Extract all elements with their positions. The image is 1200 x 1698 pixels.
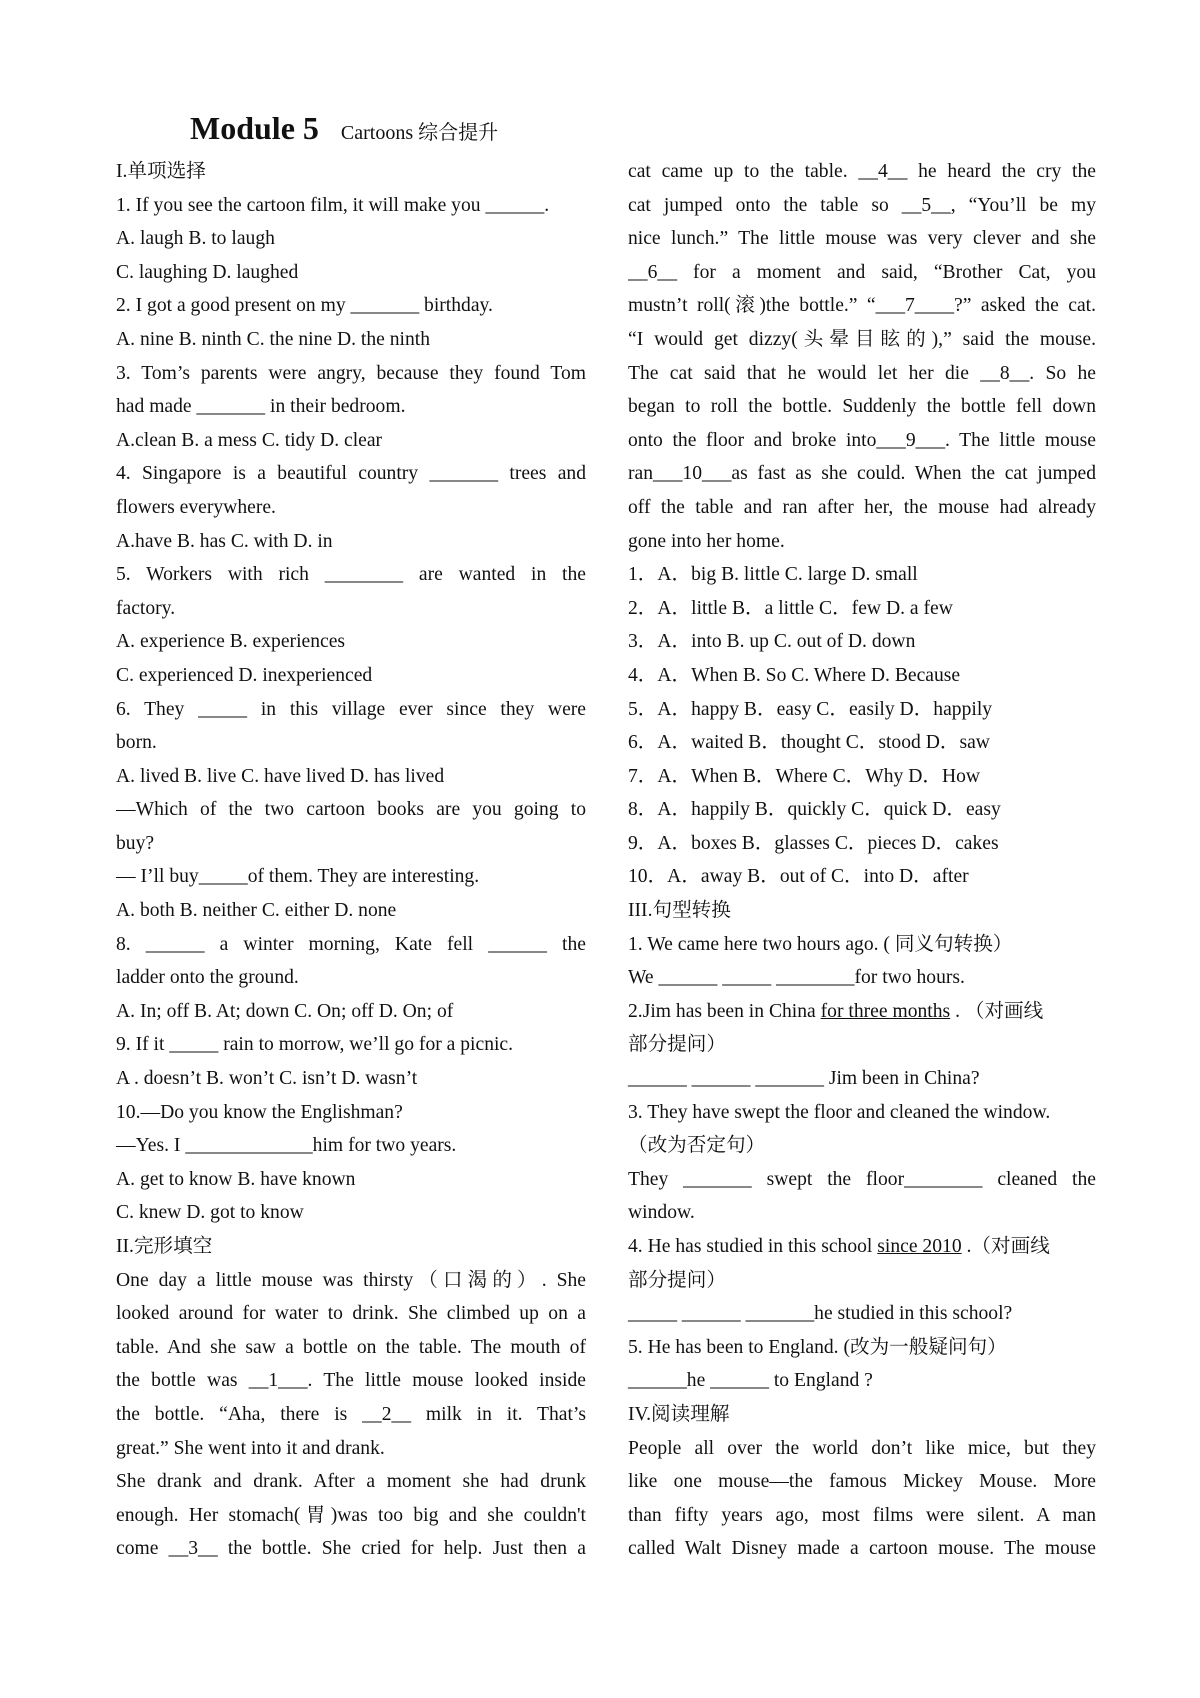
text-line: born. (116, 732, 157, 754)
module-subtitle: Cartoons 综合提升 (340, 122, 499, 144)
text-line: A. In; off B. At; down C. On; off D. On; of (116, 1000, 454, 1022)
text-line: looked around for water to drink. She climbed up on a (116, 1303, 586, 1325)
text-line: 2.Jim has been in China for three months . （对画线 (628, 1000, 1044, 1022)
text-line: window. (628, 1202, 695, 1224)
text-line: （改为否定句） (628, 1135, 766, 1157)
text-line: 3. Tom’s parents were angry, because they found Tom (116, 362, 586, 384)
text-line: A. nine B. ninth C. the nine D. the ninth (116, 328, 431, 350)
text-line: ran___10___as fast as she could. When the cat jumped (628, 463, 1096, 485)
text-line: 2．A．little B．a little C．few D. a few (628, 597, 953, 619)
text-line: factory. (116, 597, 176, 619)
right-column (628, 155, 1096, 1566)
text-line: A. laugh B. to laugh (116, 228, 275, 250)
text-line: C. laughing D. laughed (116, 261, 299, 283)
text-line: gone into her home. (628, 530, 785, 552)
text-line: 10.—Do you know the Englishman? (116, 1101, 403, 1123)
left-column (116, 155, 586, 1566)
text-line: the bottle. “Aha, there is __2__ milk in it. That’s (116, 1403, 586, 1425)
text-line: They _______ swept the floor________ cleaned the (628, 1168, 1096, 1190)
text-line: _____ ______ _______he studied in this school? (628, 1303, 1013, 1325)
text-line: flowers everywhere. (116, 496, 276, 518)
text-line: —Which of the two cartoon books are you going to (116, 799, 586, 821)
text-line: 5. He has been to England. (改为一般疑问句） (628, 1336, 1007, 1358)
text-line: than fifty years ago, most films were silent. A man (628, 1504, 1096, 1526)
text-line: had made _______ in their bedroom. (116, 396, 406, 418)
text-line: IV.阅读理解 (628, 1403, 730, 1425)
text-line: 1．A．big B. little C. large D. small (628, 564, 918, 586)
text-line: 1. If you see the cartoon film, it will make you ______. (116, 194, 550, 216)
text-line: come __3__ the bottle. She cried for help. Just then a (116, 1538, 586, 1560)
underlined-phrase: since 2010 (877, 1236, 962, 1257)
module-title: Module 5 (190, 110, 319, 146)
text-line: — I’ll buy_____of them. They are interesting. (116, 866, 480, 888)
text-line: table. And she saw a bottle on the table. The mouth of (116, 1336, 586, 1358)
text-line: 部分提问） (628, 1034, 726, 1056)
text-line: enough. Her stomach(胃)was too big and she couldn't (116, 1504, 586, 1526)
text-line: cat jumped onto the table so __5__, “You’ll be my (628, 194, 1096, 216)
text-line: like one mouse—the famous Mickey Mouse. More (628, 1471, 1096, 1493)
text-line: ladder onto the ground. (116, 967, 299, 989)
text-line: 部分提问） (628, 1269, 726, 1291)
text-line: onto the floor and broke into___9___. The little mouse (628, 429, 1096, 451)
text-line: —Yes. I _____________him for two years. (116, 1135, 457, 1157)
text-line: 8. ______ a winter morning, Kate fell ______ the (116, 933, 586, 955)
text-line: II.完形填空 (116, 1236, 213, 1257)
text-line: cat came up to the table. __4__ he heard the cry the (628, 161, 1096, 182)
text-line: I.单项选择 (116, 161, 206, 182)
text-line: We ______ _____ ________for two hours. (628, 967, 965, 989)
text-line: called Walt Disney made a cartoon mouse. The mouse (628, 1538, 1096, 1560)
text-line: 4. He has studied in this school since 2010 .（对画线 (628, 1236, 1050, 1257)
text-line: great.” She went into it and drank. (116, 1437, 385, 1459)
text-line: 1. We came here two hours ago. ( 同义句转换） (628, 933, 1013, 955)
text-line: One day a little mouse was thirsty（口渴的）. She (116, 1269, 586, 1291)
text-line: 5. Workers with rich ________ are wanted in the (116, 564, 586, 586)
text-line: A.clean B. a mess C. tidy D. clear (116, 429, 383, 451)
text-line: 6．A．waited B．thought C．stood D．saw (628, 732, 990, 754)
text-line: nice lunch.” The little mouse was very clever and she (628, 228, 1096, 250)
text-line: 8．A．happily B．quickly C．quick D．easy (628, 799, 1001, 821)
text-line: the bottle was __1___. The little mouse looked inside (116, 1370, 586, 1392)
text-line: The cat said that he would let her die __8__. So he (628, 362, 1096, 384)
text-line: ______he ______ to England ? (628, 1370, 873, 1392)
text-line: A. experience B. experiences (116, 631, 346, 653)
text-line: A. both B. neither C. either D. none (116, 900, 397, 922)
text-line: People all over the world don’t like mice, but they (628, 1437, 1096, 1459)
text-line: 3．A．into B. up C. out of D. down (628, 631, 916, 653)
text-line: III.句型转换 (628, 900, 731, 922)
text-line: 3. They have swept the floor and cleaned the window. (628, 1101, 1051, 1123)
text-line: A. get to know B. have known (116, 1168, 356, 1190)
text-line: 2. I got a good present on my _______ birthday. (116, 295, 493, 317)
text-line: 7．A．When B．Where C．Why D．How (628, 765, 981, 787)
text-line: “I would get dizzy(头晕目眩的),” said the mouse. (628, 328, 1096, 350)
underlined-phrase: for three months (820, 1000, 951, 1022)
text-line: A. lived B. live C. have lived D. has lived (116, 765, 445, 787)
page-title (190, 110, 498, 147)
text-line: 4. Singapore is a beautiful country _______ trees and (116, 463, 586, 485)
text-line: C. experienced D. inexperienced (116, 664, 373, 686)
text-line: ______ ______ _______ Jim been in China? (628, 1068, 980, 1090)
text-line: A.have B. has C. with D. in (116, 530, 333, 552)
text-line: buy? (116, 832, 155, 854)
text-line: She drank and drank. After a moment she had drunk (116, 1471, 586, 1493)
text-line: off the table and ran after her, the mouse had already (628, 496, 1096, 518)
text-line: began to roll the bottle. Suddenly the bottle fell down (628, 396, 1096, 418)
text-line: 9．A．boxes B．glasses C．pieces D．cakes (628, 832, 999, 854)
text-line: 6. They _____ in this village ever since they were (116, 698, 586, 720)
text-line: __6__ for a moment and said, “Brother Cat, you (628, 261, 1096, 283)
text-line: C. knew D. got to know (116, 1202, 304, 1224)
text-line: mustn’t roll(滚)the bottle.” “___7____?” asked the cat. (628, 295, 1096, 317)
text-line: 9. If it _____ rain to morrow, we’ll go for a picnic. (116, 1034, 514, 1056)
text-line: A . doesn’t B. won’t C. isn’t D. wasn’t (116, 1068, 418, 1090)
text-line: 4．A．When B. So C. Where D. Because (628, 664, 961, 686)
text-line: 10．A．away B．out of C．into D．after (628, 866, 969, 888)
text-line: 5．A．happy B．easy C．easily D．happily (628, 698, 993, 720)
